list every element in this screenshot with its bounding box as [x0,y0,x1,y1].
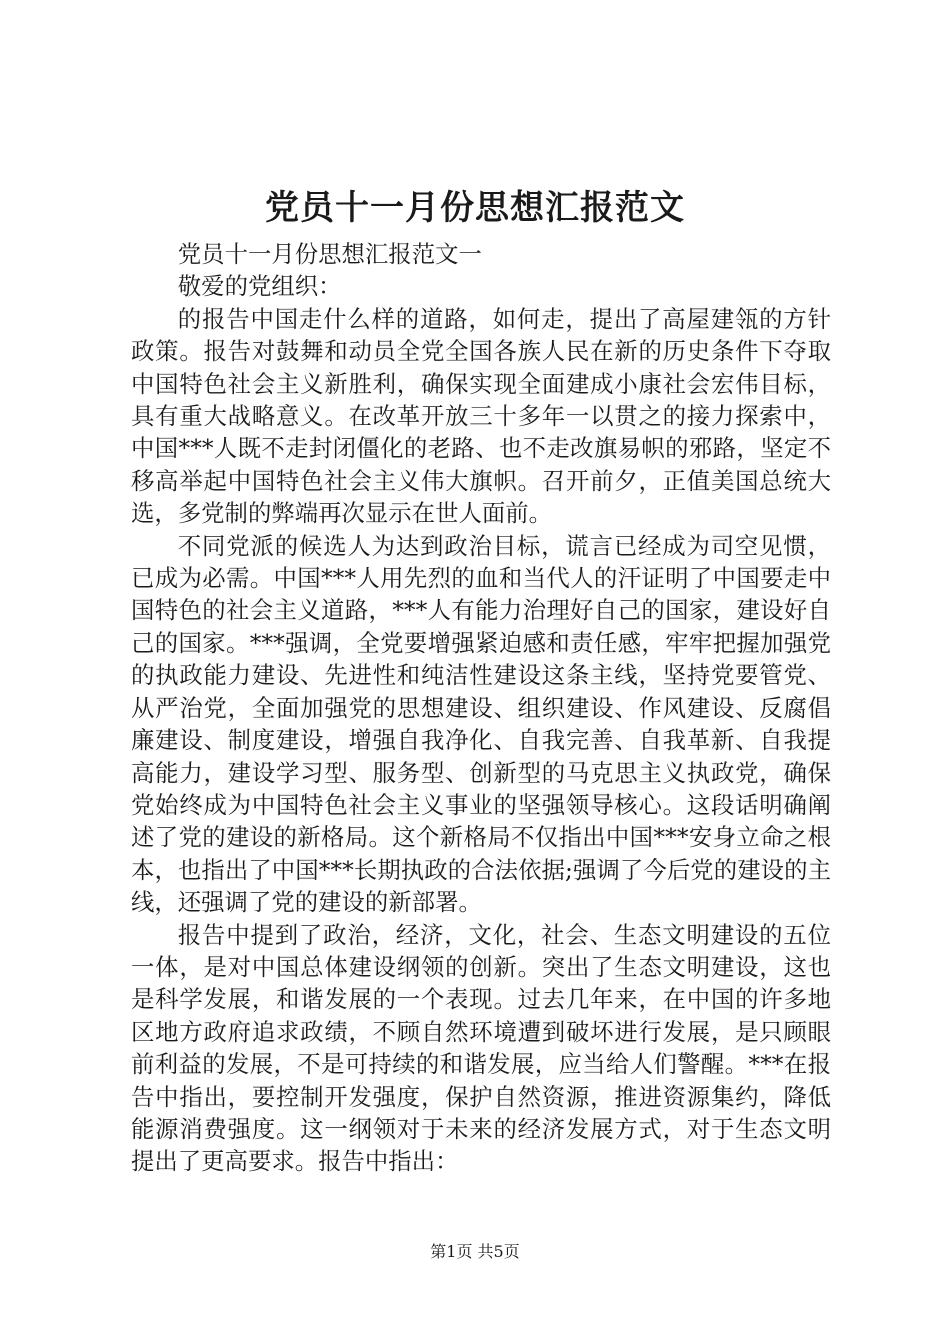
paragraph-salutation: 敬爱的党组织： [177,272,342,301]
paragraph-body: 不同党派的候选人为达到政治目标，谎言已经成为司空见惯，已成为必需。中国***人用先烈的血和当代人的汗证明了中国要走中国特色的社会主义道路，***人有能力治理好自己的国家，建设好自己的国家。***强调，全党要增强紧迫感和责任感，牢牢把握加强党的执政能力建设、先进性和纯洁性建设这条主线，坚持党要管党、从严治党，全面加强党的思想建设、组织建设、作风建设、反腐倡廉建设、制度建设，增强自我净化、自我完善、自我革新、自我提高能力，建设学习型、服务型、创新型的马克思主义执政党，确保党始终成为中国特色社会主义事业的坚强领导核心。这段话明确阐述了党的建设的新格局。这个新格局不仅指出中国***安身立命之根本，也指出了中国***长期执政的合法依据;强调了今后党的建设的主线，还强调了党的建设的新部署。 [131,531,831,917]
paragraph-body: 报告中提到了政治，经济，文化，社会、生态文明建设的五位一体，是对中国总体建设纲领的创新。突出了生态文明建设，这也是科学发展，和谐发展的一个表现。过去几年来，在中国的许多地区地方政府追求政绩，不顾自然环境遭到破坏进行发展，是只顾眼前利益的发展，不是可持续的和谐发展，应当给人们警醒。***在报告中指出，要控制开发强度，保护自然资源，推进资源集约，降低能源消费强度。这一纲领对于未来的经济发展方式，对于生态文明提出了更高要求。报告中指出： [131,920,831,1176]
paragraph-body: 的报告中国走什么样的道路，如何走，提出了高屋建瓴的方针政策。报告对鼓舞和动员全党全国各族人民在新的历史条件下夺取中国特色社会主义新胜利，确保实现全面建成小康社会宏伟目标，具有重大战略意义。在改革开放三十多年一以贯之的接力探索中，中国***人既不走封闭僵化的老路、也不走改旗易帜的邪路，坚定不移高举起中国特色社会主义伟大旗帜。召开前夕，正值美国总统大选，多党制的弊端再次显示在世人面前。 [131,304,831,528]
page-footer [0,1240,950,1264]
document-title: 党员十一月份思想汇报范文 [265,188,685,228]
document-body [131,238,831,1178]
page-number: 第1页 共5页 [430,1242,520,1261]
paragraph-subtitle: 党员十一月份思想汇报范文一 [177,240,482,268]
